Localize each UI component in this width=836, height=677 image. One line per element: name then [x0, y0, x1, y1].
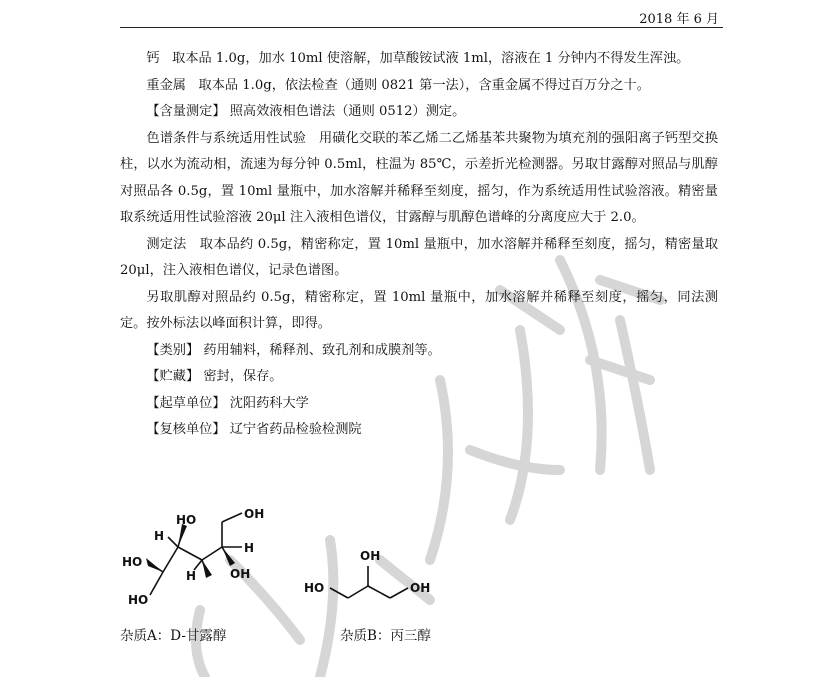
heavy-metals-label: 重金属 — [146, 77, 186, 93]
calcium-paragraph — [120, 46, 718, 73]
atom-ho: HO — [128, 593, 149, 607]
wedge-bond — [178, 524, 187, 547]
storage-text: 密封，保存。 — [203, 369, 283, 384]
storage-paragraph — [120, 364, 718, 391]
header-divider — [120, 27, 723, 28]
bond — [150, 572, 163, 595]
mannitol-caption: 杂质A：D-甘露醇 — [120, 628, 227, 644]
bond — [330, 588, 348, 598]
calcium-label: 钙 — [146, 51, 160, 66]
calcium-text: 取本品 1.0g，加水 10ml 使溶解，加草酸铵试液 1ml，溶液在 1 分钟内不得发生浑浊。 — [172, 51, 690, 66]
assay-paragraph — [120, 99, 718, 126]
atom-ho: HO — [122, 555, 143, 569]
drafter-paragraph — [120, 391, 718, 418]
storage-label: 【贮藏】 — [146, 369, 200, 384]
assay-text: 照高效液相色谱法（通则 0512）测定。 — [229, 104, 466, 119]
bond — [163, 547, 178, 572]
bond — [348, 586, 368, 598]
document-body — [120, 46, 718, 444]
heavy-metals-text: 取本品 1.0g，依法检查（通则 0821 第一法），含重金属不得过百万分之十。 — [198, 77, 650, 93]
method2-paragraph — [120, 285, 718, 338]
drafter-text: 沈阳药科大学 — [229, 395, 309, 411]
bond — [168, 537, 178, 547]
method-text: 取本品约 0.5g，精密称定，置 10ml 量瓶中，加水溶解并稀释至刻度，摇匀，精密量取 20μl，注入液相色谱仪，记录色谱图。 — [120, 236, 719, 278]
category-label: 【类别】 — [146, 342, 200, 358]
wedge-bond — [202, 560, 212, 578]
reviewer-label: 【复核单位】 — [146, 422, 226, 437]
wedge-bond — [146, 558, 163, 572]
heavy-metals-paragraph — [120, 73, 718, 100]
atom-oh: OH — [410, 581, 431, 595]
bond — [202, 547, 222, 560]
atom-oh: OH — [230, 567, 251, 581]
method-paragraph — [120, 232, 718, 285]
category-paragraph — [120, 338, 718, 365]
bond — [222, 513, 242, 522]
atom-h: H — [154, 529, 165, 543]
bond — [368, 586, 390, 598]
assay-label: 【含量测定】 — [146, 104, 226, 119]
method-label: 测定法 — [146, 236, 187, 252]
atom-h: H — [186, 569, 197, 583]
bond — [178, 547, 202, 560]
mannitol-structure — [118, 500, 278, 620]
glycerol-caption: 杂质B：丙三醇 — [340, 628, 431, 644]
header-date: 2018 年 6 月 — [639, 12, 719, 27]
atom-oh: OH — [244, 507, 265, 521]
chromatography-label: 色谱条件与系统适用性试验 — [146, 130, 307, 146]
reviewer-paragraph — [120, 417, 718, 444]
atom-h: H — [244, 541, 255, 555]
atom-ho: HO — [176, 513, 197, 527]
bond — [390, 588, 408, 598]
atom-ho: HO — [304, 581, 325, 595]
drafter-label: 【起草单位】 — [146, 395, 226, 411]
glycerol-structure — [300, 544, 450, 614]
atom-oh: OH — [360, 549, 381, 563]
method2-text: 另取肌醇对照品约 0.5g，精密称定，置 10ml 量瓶中，加水溶解并稀释至刻度，摇匀，同法测定。按外标法以峰面积计算，即得。 — [120, 289, 718, 331]
reviewer-text: 辽宁省药品检验检测院 — [229, 422, 362, 437]
chromatography-text: 用磺化交联的苯乙烯二乙烯基苯共聚物为填充剂的强阳离子钙型交换柱，以水为流动相，流速为每分钟 0.5ml，柱温为 85℃，示差折光检测器。另取甘露醇对照品与肌醇对照品各 0.5g，置 10ml 量瓶中，加水溶解并稀释至刻度，摇匀，作为系统适用性试验溶液。精密量取系统适用性试验溶液 20μl 注入液相色谱仪，甘露醇与肌醇色谱峰的分离度应大于 2.0。 — [120, 130, 719, 225]
chromatography-paragraph — [120, 126, 718, 232]
wedge-bond — [222, 547, 235, 566]
category-text: 药用辅料，稀释剂、致孔剂和成膜剂等。 — [203, 342, 441, 358]
